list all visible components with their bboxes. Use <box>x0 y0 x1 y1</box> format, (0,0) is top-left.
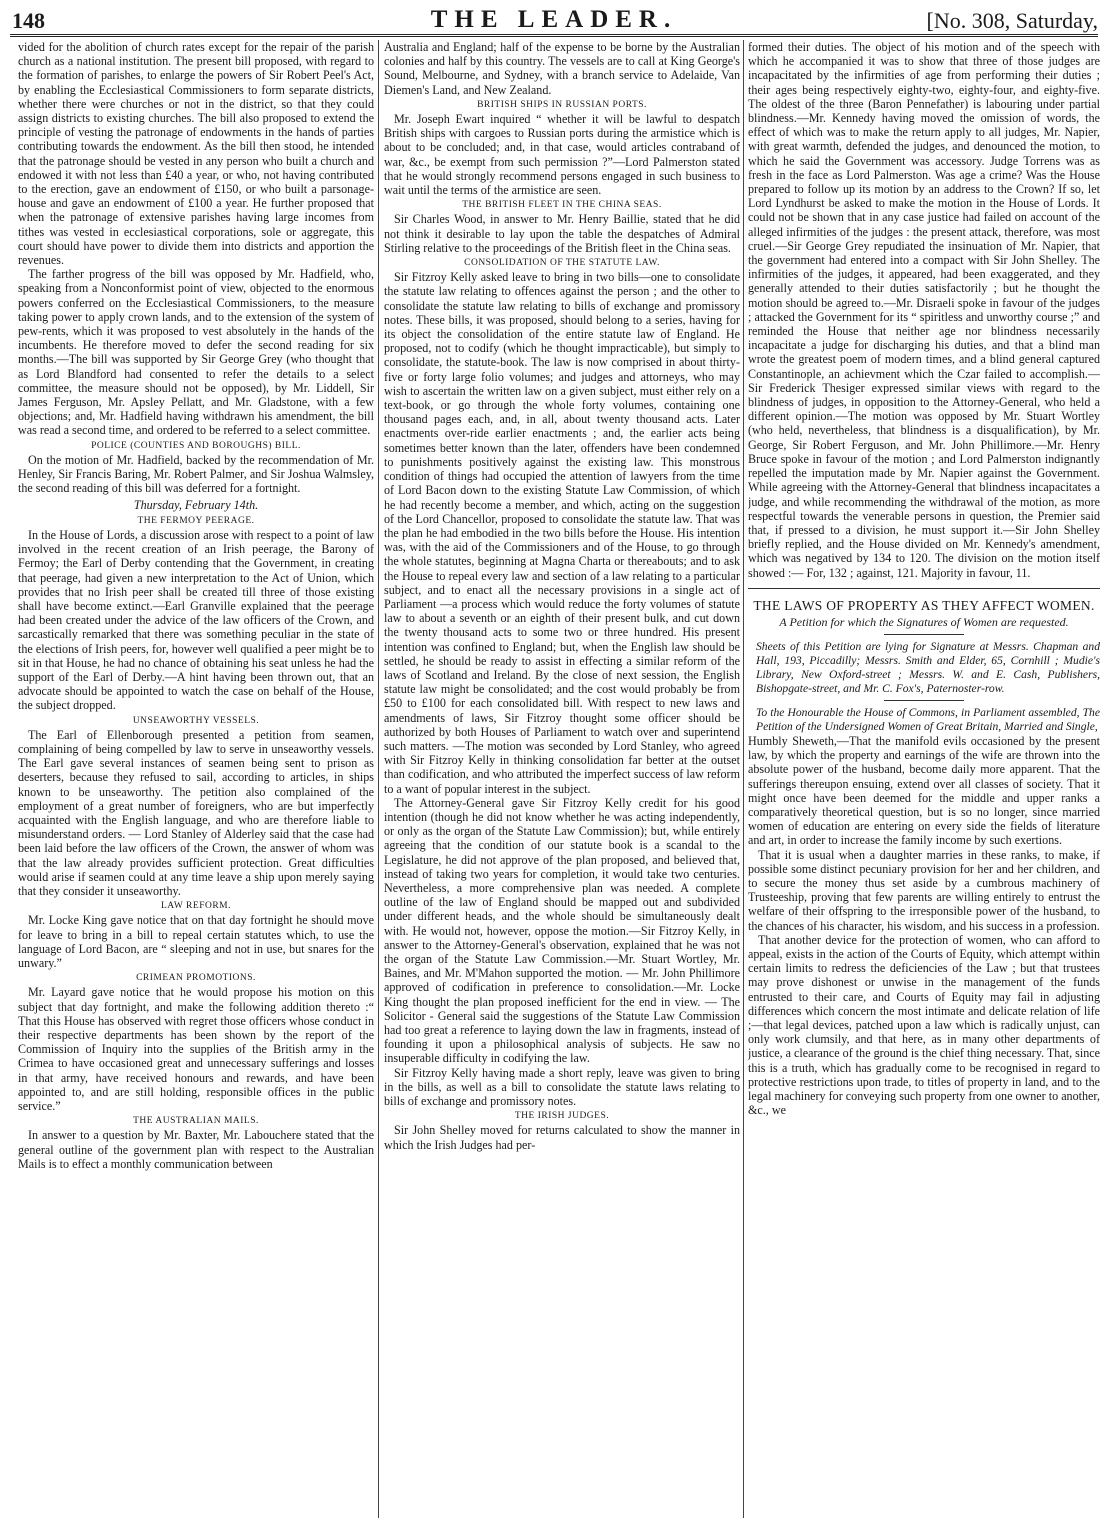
section-divider <box>748 588 1100 589</box>
paragraph-unseaworthy-vessels: The Earl of Ellenborough presented a petition from seamen, complaining of being compelled by law to serve in unseaworthy vessels. The Earl gave several instances of seamen being sent to prison as deserters, because they refused to sail, according to articles, in ships known to be unseaworthy. The petition also complained of the employment of a great number of foreigners, who are but imperfectly acquainted with the English language, and who are therefore liable to misunderstand orders. — Lord Stanley of Alderley said that the case had been laid before the law officers of the Crown, the answer of whom was that the law already provides sufficient protection. Great difficulties would arise if seamen could at any time leave a ship upon merely saying that they consider it unseaworthy. <box>18 727 374 898</box>
heading-police-bill: POLICE (COUNTIES AND BOROUGHS) BILL. <box>91 440 301 451</box>
short-divider <box>884 634 964 635</box>
page-number: 148 <box>12 8 45 33</box>
column-divider-right <box>743 40 744 1518</box>
heading-statute-law: CONSOLIDATION OF THE STATUTE LAW. <box>464 258 660 269</box>
subheading-petition: A Petition for which the Signatures of Women are requested. <box>779 614 1069 629</box>
paragraph-law-reform: Mr. Locke King gave notice that on that day fortnight he should move for leave to bring in a bill to repeal certain statutes which, to use the language of Lord Bacon, are “ sleeping and not in use, but snares for the unwary.” <box>18 913 374 970</box>
heading-irish-judges: THE IRISH JUDGES. <box>514 1111 610 1122</box>
short-divider-2 <box>884 700 964 701</box>
paragraph-statute-law-3: Sir Fitzroy Kelly having made a short reply, leave was given to bring in the bills, as well as a bill to consolidate the statute laws relating to bills of exchange and promissory notes. <box>384 1065 740 1109</box>
date-heading: Thursday, February 14th. <box>133 497 259 512</box>
paragraph-crimean-promotions: Mr. Layard gave notice that he would propose his motion on this subject that day fortnight, and make the following addition thereto :“ That this House has observed with regret those officers whose conduct in their respective departments has been shown by the report of the Commission of Inquiry into the supplies of the British army in the Crimea to have occasioned great and unnecessary sufferings and losses in that army, have received honours and rewards, and have been appointed to, and are still holding, responsible offices in the public service.” <box>18 985 374 1114</box>
paragraph-church-bill: vided for the abolition of church rates except for the repair of the parish church as a national institution. The present bill proposed, with regard to the formation of parishes, to enlarge the powers of Sir Robert Peel's Act, by enabling the Ecclesiastical Commissioners to form separate districts, whether there were churches or not in the district, so that they could assign districts to existing churches. The bill also proposed to extend the principle of vesting the patronage of endowments in the hands of parties contributing towards the endowment. As the bill then stood, he intended that the patronage should be vested in any person who built a church and endowed it with not less than £40 a year, or who, not having contributed to the erection, gave an endowment of £150, or who built a parsonage-house and gave an endowment of £100 a year. He further proposed that when the patronage of extensive parishes having large incomes from tithes was vested in ecclesiastical corporations, sole or aggregate, this court should have power to divide them into districts and apportion the revenues. <box>18 40 374 268</box>
paragraph-irish-judges: Sir John Shelley moved for returns calculated to show the manner in which the Irish Judges had per- <box>384 1123 740 1152</box>
paragraph-australian-mails: In answer to a question by Mr. Baxter, Mr. Labouchere stated that the general outline of the government plan with respect to the Australian Mails is to effect a monthly communication between <box>18 1128 374 1171</box>
paragraph-courts-of-equity: That another device for the protection of women, who can afford to appeal, exists in the action of the Courts of Equity, which attempt within certain limits to redress the deficiencies of the Law ; but that trustees may prove dishonest or unwise in the management of the funds entrusted to their care, and Courts of Equity may fail in adjusting differences which concern the most intimate and delicate relation of life ;—that legal devices, patched upon a law which is radically unjust, can only work clumsily, and that here, as in many other departments of justice, a clearance of the ground is the chief thing necessary. That, since this is a truth, which has gradually come to be recognised in regard to protective restrictions upon trade, to titles of property in land, and to the legal machinery for conveying such property from one owner to another, &c., we <box>748 932 1100 1118</box>
issue-label: [No. 308, Saturday, <box>926 8 1098 33</box>
paragraph-australia-continued: Australia and England; half of the expense to be borne by the Australian colonies and half by this country. The vessels are to call at King George's Sound, Melbourne, and Sydney, with a branch service to Adelaide, Van Diemen's Land, and New Zealand. <box>384 40 740 97</box>
paragraph-fermoy-peerage: In the House of Lords, a discussion arose with respect to a point of law involved in the recent creation of an Irish peerage, the Barony of Fermoy; the Earl of Derby contending that the Government, in creating that peerage, had given a new interpretation to the Act of Union, which provides that no Irish peer shall be created till three of those existing shall have become extinct.—Earl Granville explained that the peerage had been created under the advice of the law officers of the Crown, and sarcastically remarked that there was something peculiar in the state of the elections of Irish peers, for, however well qualified a peer might be to sit in that House, he had no chance of obtaining his seat unless he had the support of the Earl of Derby.—A hint having been thrown out, that an advocate should be appointed to watch the case on behalf of the House, the subject dropped. <box>18 527 374 713</box>
heading-fermoy-peerage: THE FERMOY PEERAGE. <box>137 515 255 526</box>
heading-australian-mails: THE AUSTRALIAN MAILS. <box>133 1116 259 1127</box>
paragraph-china-fleet: Sir Charles Wood, in answer to Mr. Henry Baillie, stated that he did not think it desirable to lay upon the table the despatches of Admiral Stirling relative to the proceedings of the British fleet in the China seas. <box>384 212 740 255</box>
paragraph-statute-law-2: The Attorney-General gave Sir Fitzroy Kelly credit for his good intention (though he did not know whether he was acting independently, or only as the organ of the Statute Law Commission); but, while entirely agreeing that the condition of our statute book is a scandal to the Legislature, he did not approve of the plan proposed, and believed that, instead of taking two years for completion, it would take two centuries. Nevertheless, a more comprehensive plan was needed. A complete outline of the law of England should be mapped out and subdivided under different heads, and the whole should be simultaneously dealt with. He would not, however, oppose the motion.—Sir Fitzroy Kelly, in answer to the Attorney-General's observation, explained that he was not the organ of the Statute Law Commission.—Mr. Stuart Wortley, Mr. Baines, and Mr. M'Mahon supported the motion. — Mr. John Phillimore approved of codification in preference to consolidation.—Mr. Locke King thought the plan proposed inefficient for the end in view. — The Solicitor - General said the suggestions of the Statute Law Commission had too great a reference to laying down the law in fragments, instead of founding it upon a philosophical analysis of subjects. He saw no insuperable difficulty in codifying the law. <box>384 795 740 1066</box>
paragraph-humbly-sheweth: Humbly Sheweth,—That the manifold evils occasioned by the present law, by which the property and earnings of the wife are thrown into the absolute power of the husband, become daily more apparent. That the sufferings thereupon ensuing, extend over all classes of society. That it might once have been deemed for the middle and upper ranks a comparatively theoretical question, but is so no longer, since married women of education are entering on every side the fields of literature and art, in order to increase the family income by such exertions. <box>748 733 1100 848</box>
heading-british-ships: BRITISH SHIPS IN RUSSIAN PORTS. <box>477 99 647 110</box>
paragraph-statute-law-1: Sir Fitzroy Kelly asked leave to bring in two bills—one to consolidate the statute law relating to offences against the person ; and the other to consolidate the statute law relating to bills of exchange and promissory notes. These bills, it was proposed, should belong to a series, having for its object the consolidation of the entire statute law of England. He proposed, not to codify (which he thought impracticable), but simply to consolidate, the statute-book. The law is now comprised in about thirty-five or forty large folio volumes; and judges and attorneys, who may wish to ascertain the written law on a given subject, must either rely on a text-book, or go through the whole forty volumes, containing one thousand pages each, and, in all, about twenty thousand acts. Later enactments over-ride earlier enactments ; and, the earlier acts being sometimes better known than the later, offenders have been condemned to punishments positively against the existing law. This monstrous condition of things had occupied the attention of lawyers from the time of Lord Bacon down to the existing Statute Law Commission, of which he had recently become a member, and which, acting on the suggestion of the Lord Chancellor, proposed to consolidate the statute law. That was the plan he had embodied in the two bills before the House. His intention was, with the aid of the Commissioners and of the House, to go through the whole statutes, beginning at Magna Charta or thereabouts; and to ask the House to repeal every law and section of a law relating to a particular subject, and to enact all the necessary provisions in a single act of Parliament —a process which would reduce the forty volumes of statute law to about a seventh or an eighth of their present bulk, and cut down the twenty thousand acts to some two or three hundred. His present intention was confined to England; but, when the English law should be settled, he should be ready to assist in effecting a similar reform of the laws of Scotland and Ireland. By the close of next session, the English statute law might be consolidated; and the cost would probably be from £50 to £100 for each consolidated bill. With respect to new laws and amendments of laws, Sir Fitzroy thought some officer should be authorized by both Houses of Parliament to watch over and superintend such matters. —The motion was seconded by Lord Stanley, who agreed with Sir Fitzroy Kelly in thinking consolidation far better at the outset than codification, and who attributed the imperfect success of law reform to a want of popular interest in the subject. <box>384 270 740 796</box>
paragraph-british-ships: Mr. Joseph Ewart inquired “ whether it will be lawful to despatch British ships with cargoes to Russian ports during the armistice which is about to be concluded; and, in that case, would articles contraband of war, &c., be exempt from such permission ?”—Lord Palmerston stated that he would strongly recommend persons engaged in such business to wait until the terms of the armistice are seen. <box>384 112 740 198</box>
paragraph-daughter-marries: That it is usual when a daughter marries in these ranks, to make, if possible some distinct pecuniary provision for her and her children, and to secure the money thus set aside by a cumbrous machinery of Trusteeship, proving that few parents are willing entirely to entrust the welfare of their offspring to the irresponsible power of the husband, to the chances of his character, his wisdom, and his success in a profession. <box>748 847 1100 933</box>
petition-sheets-note: Sheets of this Petition are lying for Signature at Messrs. Chapman and Hall, 193, Piccadilly; Messrs. Smith and Elder, 65, Cornhill ; Mudie's Library, New Oxford-street ; Messrs. W. and E. Cash, Publishers, Bishopgate-street, and Mr. C. Fox's, Paternoster-row. <box>756 640 1100 695</box>
paragraph-police-bill: On the motion of Mr. Hadfield, backed by the recommendation of Mr. Henley, Sir Francis Baring, Mr. Robert Palmer, and Sir Joshua Walmsley, the second reading of this bill was deferred for a fortnight. <box>18 452 374 496</box>
heading-law-reform: LAW REFORM. <box>160 901 231 912</box>
column-3 <box>748 40 1100 1520</box>
column-2 <box>384 40 740 1520</box>
column-1 <box>18 40 374 1520</box>
heading-china-fleet: THE BRITISH FLEET IN THE CHINA SEAS. <box>462 200 662 211</box>
paragraph-hadfield-opposition: The farther progress of the bill was opposed by Mr. Hadfield, who, speaking from a Nonconformist point of view, objected to the enormous powers conferred on the Ecclesiastical Commissioners, to the measure taking power to apply crown lands, and to the extension of the system of pew-rents, which it was proposed to vest absolutely in the hands of the incumbents. He therefore moved to defer the second reading for six months.—The bill was supported by Sir George Grey (who thought that as Lord Blandford had consented to refer the details to a select committee, the measure should not be opposed), by Mr. Liddell, Sir James Ferguson, Mr. Apsley Pellatt, and Mr. Gladstone, with a few objections; and, Mr. Hadfield having withdrawn his amendment, the bill was read a second time, and ordered to be referred to a select committee. <box>18 267 374 438</box>
newspaper-title: THE LEADER. <box>430 6 678 33</box>
heading-laws-of-property: THE LAWS OF PROPERTY AS THEY AFFECT WOMEN. <box>753 597 1095 613</box>
heading-unseaworthy-vessels: UNSEAWORTHY VESSELS. <box>132 715 260 726</box>
heading-crimean-promotions: CRIMEAN PROMOTIONS. <box>136 973 256 984</box>
column-divider-left <box>378 40 379 1518</box>
masthead <box>10 6 1098 37</box>
petition-address: To the Honourable the House of Commons, in Parliament assembled, The Petition of the Undersigned Women of Great Britain, Married and Single, <box>756 706 1100 734</box>
paragraph-judges-continued: formed their duties. The object of his motion and of the speech with which he accompanied it was to show that three of those judges are incapacitated by the infirmities of age from performing their duties ; their ages being respectively eighty-two, eighty-four, and eighty-five. The oldest of the three (Baron Pennefather) is labouring under partial blindness.—Mr. Kennedy having moved the omission of words, the effect of which was to make the return apply to all judges, Mr. Napier, with great warmth, defended the judges, and denounced the motion, to which he said the Government was accessory. Judge Torrens was as fresh in the face as Lord Palmerston. Was age a crime? Was the House prepared to follow up its motion by an address to the Crown? If so, let Lord Lyndhurst be asked to make the motion in the House of Lords. It could not be shown that in any case justice had failed on account of the alleged infirmities of the judges : the present attack, therefore, was most cruel.—Sir George Grey repudiated the insinuation of Mr. Napier, that the government had entered into a compact with Sir John Shelley. The infirmities of the judges, it appeared, had been exaggerated, and they generally attended to their duties satisfactorily ; but he thought the motion should be agreed to.—Mr. Disraeli spoke in favour of the judges ; attacked the Government for its “ spiritless and unworthy course ;” and reminded the House that neither age nor blindness necessarily incapacitate a judge for discharging his duties, and that a blind man wrote the greatest poem of modern times, and a blind general captured Constantinople, an achievment which the Czar failed to accomplish.—Sir Frederick Thesiger expressed similar views with regard to the blindness of judges, in opposition to the Attorney-General, who held a different opinion.—The motion was opposed by Mr. Stuart Wortley (who held, nevertheless, that blindness is a disqualification), by Mr. George, Sir Robert Ferguson, and Mr. John Phillimore.—Mr. Henry Bruce spoke in favour of the motion ; and Lord Palmerston indignantly repelled the imputation made by Mr. Napier against the Government. While agreeing with the Attorney-General that blindness incapacitates a judge, and while recommending the withdrawal of the motion, as more respectful towards the venerable persons in question, the Premier said that, if pressed to a division, he must support it.—Sir John Shelley briefly replied, and the House divided on Mr. Kennedy's amendment, which was negatived by 134 to 120. The division on the motion itself showed :— For, 132 ; against, 121. Majority in favour, 11. <box>748 40 1100 580</box>
